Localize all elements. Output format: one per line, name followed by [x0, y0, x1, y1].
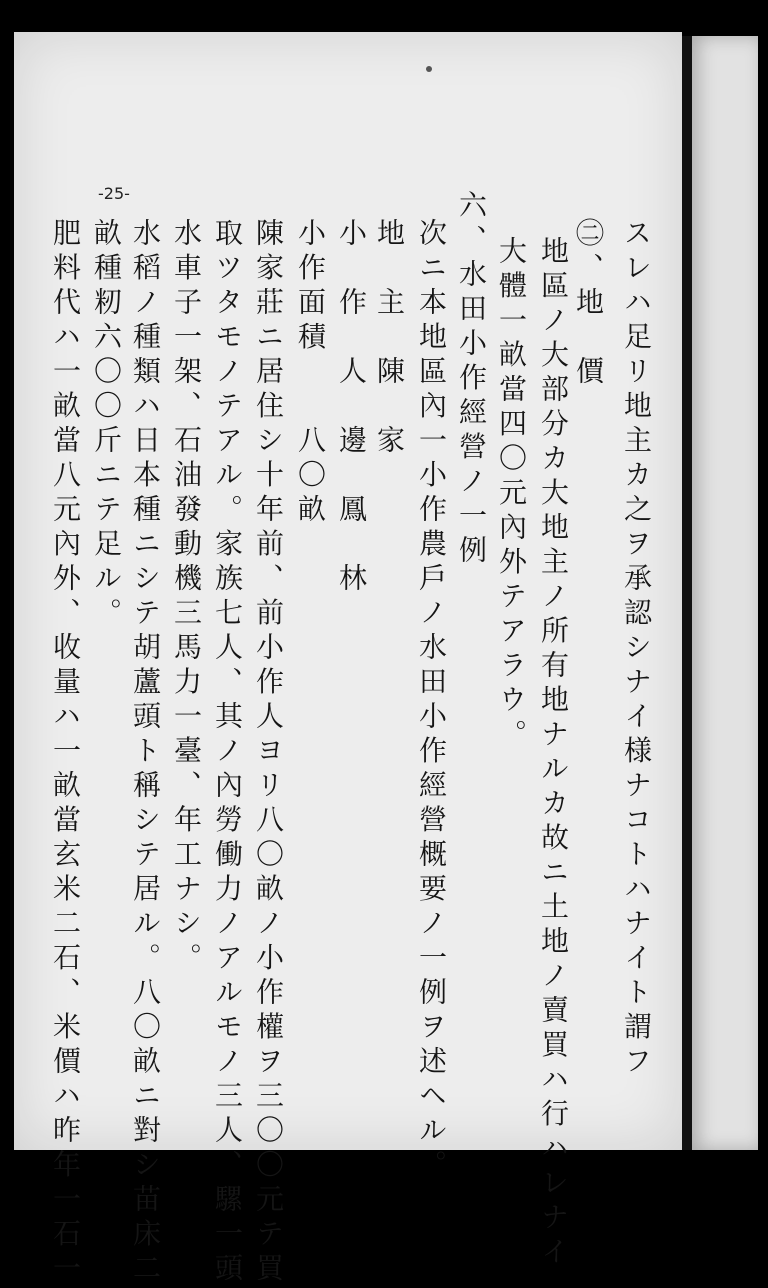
- text-column-13: 水稻ノ種類ハ日本種ニシテ胡蘆頭ト稱シテ居ル。八〇畝ニ對シ苗床二: [129, 218, 162, 1288]
- text-column-4: 大體一畝當四〇元內外テアラウ。: [495, 236, 528, 754]
- section-heading: 六、水田小作經營ノ一例: [455, 190, 488, 570]
- text-column-1: スレハ足リ地主カ之ヲ承認シナイ様ナコトハナイト謂フ: [620, 218, 653, 1081]
- document-page: [14, 32, 682, 1288]
- book-gutter: [682, 36, 692, 1150]
- text-column-3: 地區ノ大部分カ大地主ノ所有地ナルカ故ニ土地ノ賣買ハ行ハレナイ: [537, 236, 570, 1271]
- text-column-6: 次ニ本地區內一小作農戶ノ水田小作經營概要ノ一例ヲ述ヘル。: [415, 218, 448, 1184]
- text-column-14: 畝種籾六〇〇斤ニテ足ル。: [90, 218, 123, 632]
- text-column-11: 取ツタモノテアル。家族七人、其ノ內勞働力ノアルモノ三人、騾一頭: [211, 218, 244, 1288]
- binding-mark: [426, 66, 432, 72]
- page-number: -25-: [98, 184, 130, 203]
- text-column-15: 肥料代ハ一畝當八元內外、收量ハ一畝當玄米二石、米價ハ昨年一石一: [49, 218, 82, 1288]
- text-column-7: 地 主 陳 家: [373, 218, 406, 460]
- text-column-8: 小 作 人 邊 鳳 林: [335, 218, 368, 598]
- text-column-10: 陳家莊ニ居住シ十年前、前小作人ヨリ八〇畝ノ小作權ヲ三〇〇元テ買: [252, 218, 285, 1288]
- adjacent-page-edge: [692, 36, 758, 1150]
- text-column-12: 水車子一架、石油發動機三馬力一臺、年工ナシ。: [170, 218, 203, 977]
- text-column-9: 小作面積 八〇畝: [294, 218, 327, 529]
- text-column-2: ㊁、地 價: [572, 218, 605, 391]
